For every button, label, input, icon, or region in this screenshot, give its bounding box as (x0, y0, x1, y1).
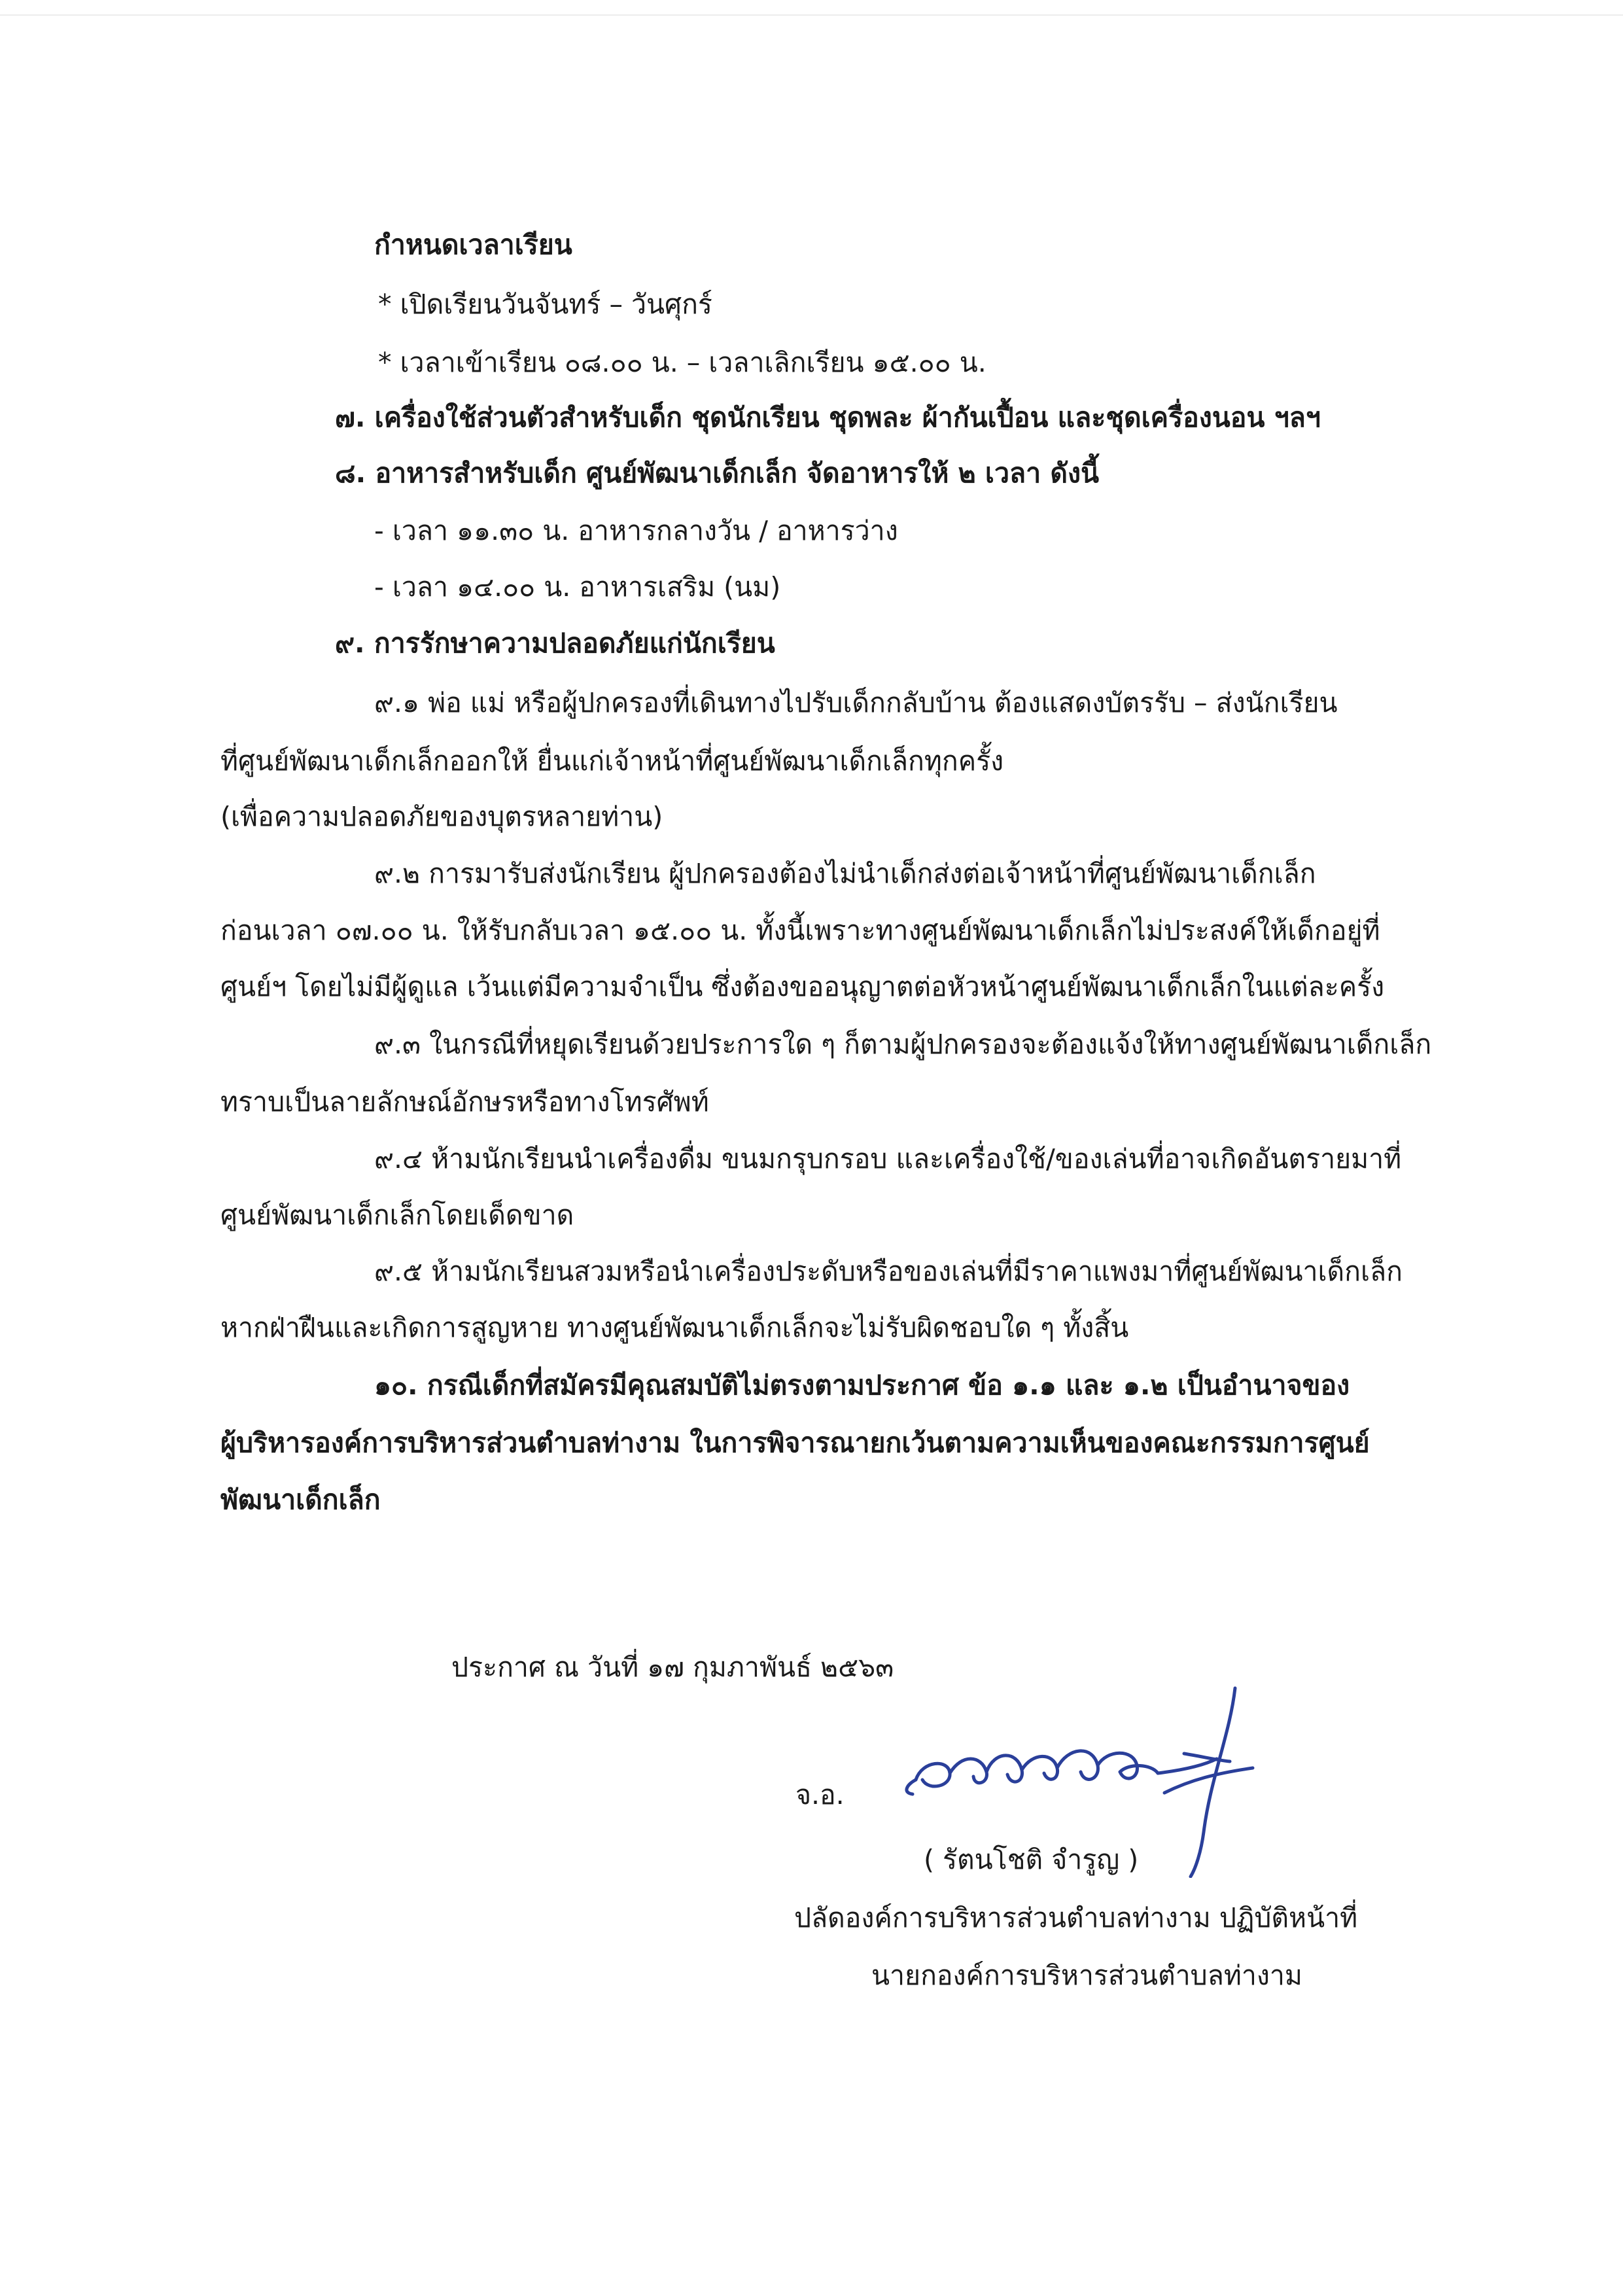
signatory-position-line-1: ปลัดองค์การบริหารส่วนตำบลท่างาม ปฏิบัติหน้าที่ (794, 1902, 1358, 1934)
item-8-heading: ๘. อาหารสำหรับเด็ก ศูนย์พัฒนาเด็กเล็ก จัดอาหารให้ ๒ เวลา ดังนี้ (335, 457, 1100, 489)
item-9-5-line-1: ๙.๕ ห้ามนักเรียนสวมหรือนำเครื่องประดับหรือของเล่นที่มีราคาแพงมาที่ศูนย์พัฒนาเด็กเล็ก (374, 1256, 1403, 1287)
item-9-4-line-1: ๙.๔ ห้ามนักเรียนนำเครื่องดื่ม ขนมกรุบกรอบ และเครื่องใช้/ของเล่นที่อาจเกิดอันตรายมาที่ (374, 1143, 1402, 1174)
schedule-days: * เปิดเรียนวันจันทร์ – วันศุกร์ (378, 289, 712, 320)
item-9-2-line-1: ๙.๒ การมารับส่งนักเรียน ผู้ปกครองต้องไม่นำเด็กส่งต่อเจ้าหน้าที่ศูนย์พัฒนาเด็กเล็ก (374, 858, 1316, 889)
item-10-line-1: ๑๐. กรณีเด็กที่สมัครมีคุณสมบัติไม่ตรงตามประกาศ ข้อ ๑.๑ และ ๑.๒ เป็นอำนาจของ (374, 1369, 1350, 1401)
item-9-4-line-2: ศูนย์พัฒนาเด็กเล็กโดยเด็ดขาด (220, 1199, 574, 1231)
signature-prefix: จ.อ. (795, 1779, 845, 1810)
item-9-2-line-2: ก่อนเวลา ๐๗.๐๐ น. ให้รับกลับเวลา ๑๕.๐๐ น. ทั้งนี้เพราะทางศูนย์พัฒนาเด็กเล็กไม่ประสงค์ให้เด็กอยู่ที่ (220, 915, 1380, 946)
announcement-date: ประกาศ ณ วันที่ ๑๗ กุมภาพันธ์ ๒๕๖๓ (451, 1651, 894, 1683)
item-9-3-line-1: ๙.๓ ในกรณีที่หยุดเรียนด้วยประการใด ๆ ก็ตามผู้ปกครองจะต้องแจ้งให้ทางศูนย์พัฒนาเด็กเล็ก (374, 1029, 1432, 1060)
item-9-5-line-2: หากฝ่าฝืนและเกิดการสูญหาย ทางศูนย์พัฒนาเด็กเล็กจะไม่รับผิดชอบใด ๆ ทั้งสิ้น (220, 1312, 1129, 1343)
item-9-2-line-3: ศูนย์ฯ โดยไม่มีผู้ดูแล เว้นแต่มีความจำเป็น ซึ่งต้องขออนุญาตต่อหัวหน้าศูนย์พัฒนาเด็กเล็กในแต่ละครั้ง (220, 971, 1385, 1002)
signatory-position-line-2: นายกองค์การบริหารส่วนตำบลท่างาม (871, 1960, 1302, 1991)
item-9-1-line-1: ๙.๑ พ่อ แม่ หรือผู้ปกครองที่เดินทางไปรับเด็กกลับบ้าน ต้องแสดงบัตรรับ – ส่งนักเรียน (374, 687, 1338, 718)
item-9-1-line-2: ที่ศูนย์พัฒนาเด็กเล็กออกให้ ยื่นแก่เจ้าหน้าที่ศูนย์พัฒนาเด็กเล็กทุกครั้ง (220, 745, 1004, 777)
schedule-heading: กำหนดเวลาเรียน (374, 229, 572, 260)
scan-edge-line (0, 14, 1623, 16)
item-9-heading: ๙. การรักษาความปลอดภัยแก่นักเรียน (335, 627, 775, 659)
signatory-name: ( รัตนโชติ จำรูญ ) (924, 1844, 1139, 1875)
item-9-3-line-2: ทราบเป็นลายลักษณ์อักษรหรือทางโทรศัพท์ (220, 1086, 709, 1118)
schedule-hours: * เวลาเข้าเรียน ๐๘.๐๐ น. – เวลาเลิกเรียน ๑๕.๐๐ น. (378, 347, 986, 378)
item-10-line-3: พัฒนาเด็กเล็ก (220, 1484, 381, 1515)
item-7: ๗. เครื่องใช้ส่วนตัวสำหรับเด็ก ชุดนักเรียน ชุดพละ ผ้ากันเปื้อน และชุดเครื่องนอน ฯลฯ (335, 402, 1321, 433)
item-10-line-2: ผู้บริหารองค์การบริหารส่วนตำบลท่างาม ในการพิจารณายกเว้นตามความเห็นของคณะกรรมการศูนย์ (220, 1427, 1370, 1458)
item-8-line-2: - เวลา ๑๔.๐๐ น. อาหารเสริม (นม) (374, 571, 781, 603)
item-9-1-line-3: (เพื่อความปลอดภัยของบุตรหลายท่าน) (220, 801, 663, 832)
item-8-line-1: - เวลา ๑๑.๓๐ น. อาหารกลางวัน / อาหารว่าง (374, 515, 898, 546)
